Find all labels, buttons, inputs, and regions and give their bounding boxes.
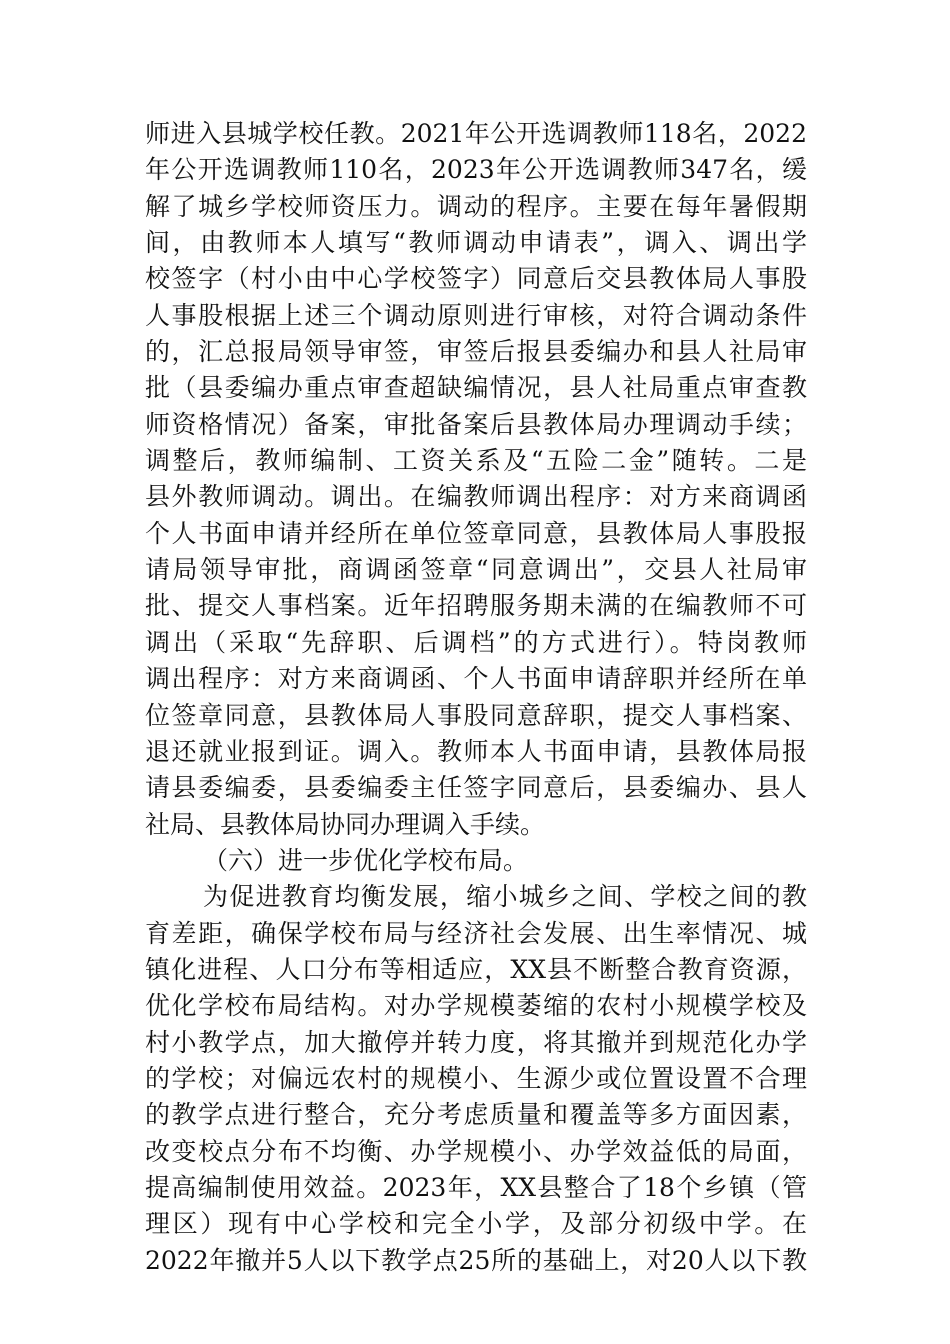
- text-line: 调出程序：对方来商调函、个人书面申请辞职并经所在单: [145, 664, 807, 694]
- text-line: 优化学校布局结构。对办学规模萎缩的农村小规模学校及: [145, 991, 807, 1021]
- text-line: 请局领导审批，商调函签章“同意调出”，交县人社局审: [145, 555, 807, 585]
- text-line: 退还就业报到证。调入。教师本人书面申请，县教体局报: [145, 736, 807, 766]
- section-heading: [145, 843, 807, 879]
- text-line: 村小教学点，加大撤停并转力度，将其撤并到规范化办学: [145, 1027, 807, 1057]
- text-line: 社局、县教体局协同办理调入手续。: [145, 809, 546, 839]
- text-line: 调整后，教师编制、工资关系及“五险二金”随转。二是: [145, 446, 807, 476]
- text-line: 2022年撤并5人以下教学点25所的基础上，对20人以下教: [145, 1245, 807, 1275]
- text-line: 师资格情况）备案，审批备案后县教体局办理调动手续；: [145, 409, 807, 439]
- text-line: 育差距，确保学校布局与经济社会发展、出生率情况、城: [145, 918, 807, 948]
- document-body: [145, 116, 807, 1279]
- text-line: 请县委编委，县委编委主任签字同意后，县委编办、县人: [145, 773, 807, 803]
- text-line: 解了城乡学校师资压力。调动的程序。主要在每年暑假期: [145, 191, 807, 221]
- paragraph-teacher-transfer: [145, 116, 807, 843]
- heading-text: （六）进一步优化学校布局。: [203, 845, 529, 875]
- text-line: 批（县委编办重点审查超缺编情况，县人社局重点审查教: [145, 373, 807, 403]
- text-line: 批、提交人事档案。近年招聘服务期未满的在编教师不可: [145, 591, 807, 621]
- text-line: 间，由教师本人填写“教师调动申请表”，调入、调出学: [145, 228, 807, 258]
- text-line: 的学校；对偏远农村的规模小、生源少或位置设置不合理: [145, 1063, 807, 1093]
- text-line: 的，汇总报局领导审签，审签后报县委编办和县人社局审: [145, 337, 807, 367]
- paragraph-school-layout: [145, 879, 807, 1279]
- text-line: 理区）现有中心学校和完全小学，及部分初级中学。在: [145, 1209, 807, 1239]
- text-line: 调出（采取“先辞职、后调档”的方式进行）。特岗教师: [145, 627, 807, 657]
- text-line: 县外教师调动。调出。在编教师调出程序：对方来商调函: [145, 482, 807, 512]
- text-line: 为促进教育均衡发展，缩小城乡之间、学校之间的教: [203, 882, 807, 912]
- text-line: 改变校点分布不均衡、办学规模小、办学效益低的局面，: [145, 1136, 807, 1166]
- text-line: 位签章同意，县教体局人事股同意辞职，提交人事档案、: [145, 700, 807, 730]
- text-line: 年公开选调教师110名，2023年公开选调教师347名，缓: [145, 155, 807, 185]
- text-line: 校签字（村小由中心学校签字）同意后交县教体局人事股: [145, 264, 807, 294]
- text-line: 镇化进程、人口分布等相适应，XX县不断整合教育资源，: [145, 954, 807, 984]
- text-line: 人事股根据上述三个调动原则进行审核，对符合调动条件: [145, 300, 807, 330]
- text-line: 的教学点进行整合，充分考虑质量和覆盖等多方面因素，: [145, 1100, 807, 1130]
- text-line: 师进入县城学校任教。2021年公开选调教师118名，2022: [145, 119, 807, 148]
- text-line: 提高编制使用效益。2023年，XX县整合了18个乡镇（管: [145, 1172, 807, 1202]
- text-line: 个人书面申请并经所在单位签章同意，县教体局人事股报: [145, 518, 807, 548]
